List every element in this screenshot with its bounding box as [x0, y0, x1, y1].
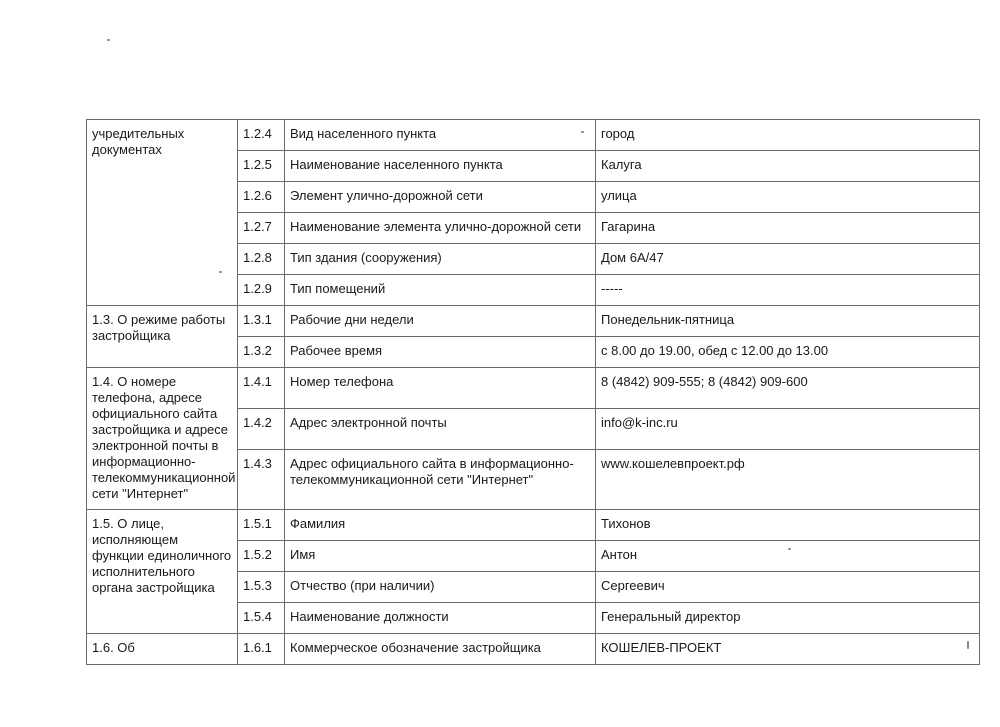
row-code-cell: 1.2.6: [238, 182, 285, 213]
row-code-cell: 1.4.2: [238, 408, 285, 449]
row-label-cell: Наименование должности: [285, 603, 596, 634]
row-value-cell: Понедельник-пятница: [596, 306, 980, 337]
row-code-cell: 1.6.1: [238, 634, 285, 665]
table-row: [87, 120, 980, 151]
row-value-cell: Генеральный директор: [596, 603, 980, 634]
scan-speck: [219, 271, 222, 273]
row-code-cell: 1.5.1: [238, 510, 285, 541]
section-title-cell: 1.4. О номере телефона, адресе официального сайта застройщика и адресе электронной почты в информационно-телекоммуникационной сети "Интернет": [87, 368, 238, 510]
row-value-cell: Антон: [596, 541, 980, 572]
row-value-cell: Дом 6А/47: [596, 244, 980, 275]
section-title-cell: 1.3. О режиме работы застройщика: [87, 306, 238, 368]
disclosure-table: [86, 119, 980, 665]
row-value-cell: Гагарина: [596, 213, 980, 244]
row-label-cell: Имя: [285, 541, 596, 572]
row-value-cell: 8 (4842) 909-555; 8 (4842) 909-600: [596, 368, 980, 409]
row-label-cell: Номер телефона: [285, 368, 596, 409]
row-value-cell: КОШЕЛЕВ-ПРОЕКТ: [596, 634, 980, 665]
disclosure-table-body: [87, 120, 980, 665]
row-label-cell: Коммерческое обозначение застройщика: [285, 634, 596, 665]
row-value-cell: www.кошелевпроект.рф: [596, 449, 980, 510]
table-row: [87, 368, 980, 409]
row-code-cell: 1.2.4: [238, 120, 285, 151]
row-code-cell: 1.2.8: [238, 244, 285, 275]
row-label-cell: Элемент улично-дорожной сети: [285, 182, 596, 213]
row-code-cell: 1.2.7: [238, 213, 285, 244]
row-label-cell: Рабочее время: [285, 337, 596, 368]
row-value-cell: Сергеевич: [596, 572, 980, 603]
row-value-cell: Тихонов: [596, 510, 980, 541]
section-title-cell: 1.6. Об: [87, 634, 238, 665]
row-value-cell: с 8.00 до 19.00, обед с 12.00 до 13.00: [596, 337, 980, 368]
section-title-cell: учредительных документах: [87, 120, 238, 306]
scan-speck: [967, 641, 969, 649]
row-label-cell: Наименование населенного пункта: [285, 151, 596, 182]
row-label-cell: Наименование элемента улично-дорожной сети: [285, 213, 596, 244]
row-code-cell: 1.2.5: [238, 151, 285, 182]
row-code-cell: 1.3.2: [238, 337, 285, 368]
row-code-cell: 1.4.1: [238, 368, 285, 409]
row-value-cell: -----: [596, 275, 980, 306]
table-row: [87, 634, 980, 665]
row-label-cell: Адрес официального сайта в информационно-телекоммуникационной сети "Интернет": [285, 449, 596, 510]
row-label-cell: Адрес электронной почты: [285, 408, 596, 449]
row-label-cell: Фамилия: [285, 510, 596, 541]
row-label-cell: Вид населенного пункта: [285, 120, 596, 151]
row-value-cell: Калуга: [596, 151, 980, 182]
scan-speck: [788, 548, 791, 550]
row-code-cell: 1.5.3: [238, 572, 285, 603]
table-row: [87, 306, 980, 337]
row-code-cell: 1.5.2: [238, 541, 285, 572]
scan-speck: [581, 131, 584, 133]
scan-speck: [107, 39, 110, 41]
row-label-cell: Отчество (при наличии): [285, 572, 596, 603]
row-value-cell: info@k-inc.ru: [596, 408, 980, 449]
row-value-cell: улица: [596, 182, 980, 213]
row-code-cell: 1.4.3: [238, 449, 285, 510]
row-label-cell: Рабочие дни недели: [285, 306, 596, 337]
row-label-cell: Тип помещений: [285, 275, 596, 306]
row-value-cell: город: [596, 120, 980, 151]
section-title-cell: 1.5. О лице, исполняющем функции единоличного исполнительного органа застройщика: [87, 510, 238, 634]
table-row: [87, 510, 980, 541]
row-code-cell: 1.3.1: [238, 306, 285, 337]
row-code-cell: 1.5.4: [238, 603, 285, 634]
row-code-cell: 1.2.9: [238, 275, 285, 306]
row-label-cell: Тип здания (сооружения): [285, 244, 596, 275]
